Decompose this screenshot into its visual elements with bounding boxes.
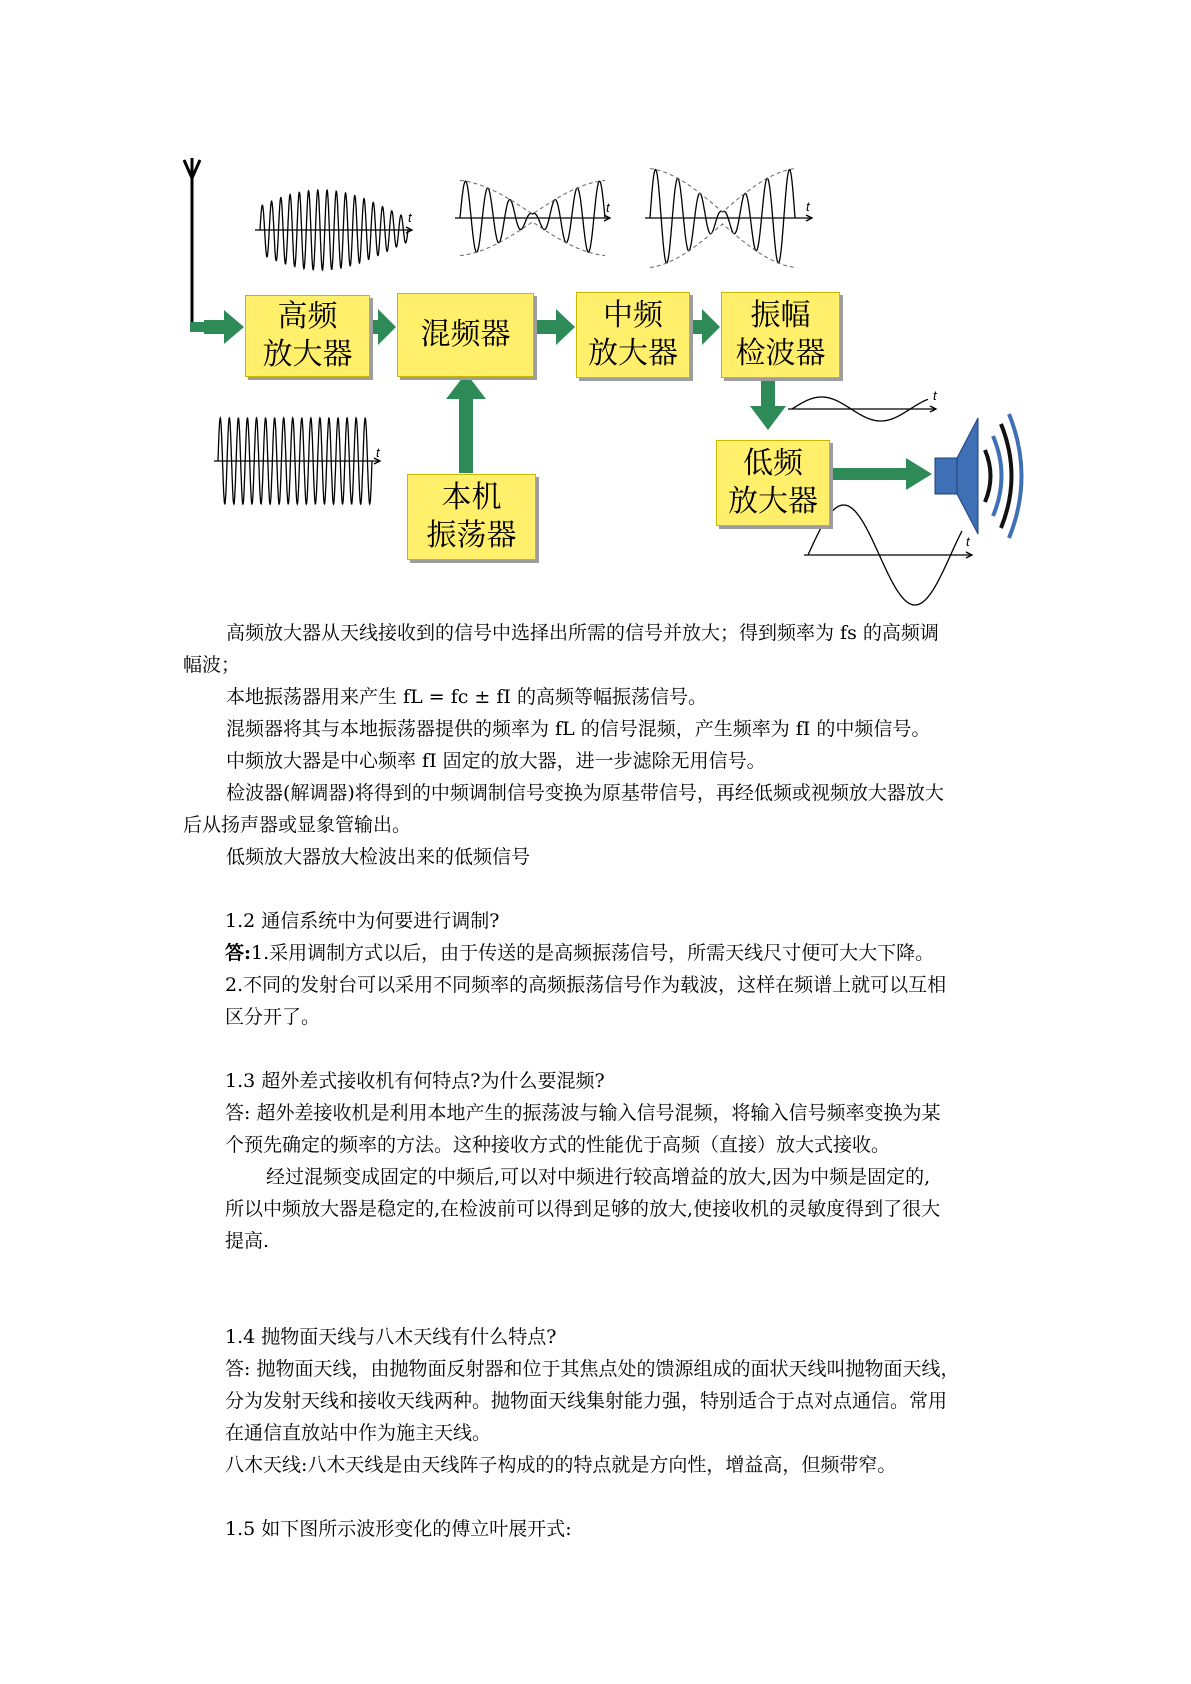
if-wave-t-label: t: [606, 200, 610, 215]
detector-box: [721, 292, 840, 378]
local-osc-line2: 振荡器: [426, 518, 517, 553]
amplified-if-wave-t-label: t: [806, 199, 810, 214]
paragraph-local-osc: 本地振荡器用来产生 fL = fc ± fI 的高频等幅振荡信号。: [226, 686, 707, 708]
detector-line1: 振幅: [750, 298, 811, 333]
rf-amp-line2: 放大器: [262, 337, 353, 372]
arrow-antenna-to-rf: [204, 310, 244, 344]
answer-1-3-line4: 所以中频放大器是稳定的,在检波前可以得到足够的放大,使接收机的灵敏度得到了很大: [225, 1198, 941, 1220]
answer-1-4-line1: 答: 抛物面天线，由抛物面反射器和位于其焦点处的馈源组成的面状天线叫抛物面天线，: [225, 1358, 960, 1380]
amplified-if-wave: [650, 170, 795, 264]
lf-output-wave-t-label: t: [966, 534, 970, 549]
question-1-2: 1.2 通信系统中为何要进行调制?: [225, 910, 500, 932]
arrow-if-to-detector: [688, 309, 720, 345]
if-amplifier-box: [576, 292, 690, 378]
paragraph-mixer: 混频器将其与本地振荡器提供的频率为 fL 的信号混频，产生频率为 fI 的中频信号。: [226, 718, 931, 740]
mixer-label: 混频器: [420, 317, 511, 352]
oscillator-wave-t-label: t: [376, 445, 380, 460]
rf-amplifier-box: [245, 295, 370, 377]
arrow-osc-to-mixer: [446, 373, 486, 473]
answer-1-3-line1: 答: 超外差接收机是利用本地产生的振荡波与输入信号混频，将输入信号频率变换为某: [225, 1102, 941, 1124]
answer-1-3-line3: 经过混频变成固定的中频后,可以对中频进行较高增益的放大,因为中频是固定的,: [266, 1166, 931, 1188]
arrow-lf-to-speaker: [828, 458, 932, 490]
mixer-box: [397, 293, 534, 377]
answer-1-3-line5: 提高.: [225, 1230, 270, 1252]
answer-1-2-line1: [225, 941, 934, 965]
answer-1-4-line4: 八木天线:八木天线是由天线阵子构成的的特点就是方向性，增益高，但频带窄。: [225, 1454, 897, 1476]
lf-amp-line2: 放大器: [728, 484, 818, 519]
answer-1-4-line2: 分为发射天线和接收天线两种。抛物面天线集射能力强，特别适合于点对点通信。常用: [225, 1390, 948, 1412]
answer-1-3-line2: 个预先确定的频率的方法。这种接收方式的性能优于高频（直接）放大式接收。: [225, 1134, 891, 1156]
if-wave: [460, 181, 605, 252]
lf-amp-line1: 低频: [743, 446, 803, 481]
answer-1-4-line3: 在通信直放站中作为施主天线。: [225, 1422, 492, 1444]
answer-1-2-text: 1.采用调制方式以后，由于传送的是高频振荡信号，所需天线尺寸便可大大下降。: [251, 942, 935, 964]
paragraph-detector: 检波器(解调器)将得到的中频调制信号变换为原基带信号，再经低频或视频放大器放大: [226, 782, 944, 804]
question-1-3: 1.3 超外差式接收机有何特点?为什么要混频?: [225, 1070, 605, 1092]
paragraph-detector-cont: 后从扬声器或显象管输出。: [183, 814, 412, 836]
am-wave-t-label: t: [408, 210, 412, 225]
detected-wave-t-label: t: [933, 388, 937, 403]
answer-1-2-line3: 区分开了。: [225, 1006, 321, 1028]
answer-1-2-line2: 2.不同的发射台可以采用不同频率的高频振荡信号作为载波，这样在频谱上就可以互相: [225, 974, 947, 996]
question-1-4: 1.4 抛物面天线与八木天线有什么特点?: [225, 1326, 557, 1348]
if-envelope-top: [460, 180, 605, 214]
if-amp-line1: 中频: [603, 298, 663, 333]
antenna-icon: [184, 158, 200, 328]
arrow-detector-to-lf: [750, 378, 786, 430]
local-osc-line1: 本机: [441, 480, 502, 515]
paragraph-rf-amp: 高频放大器从天线接收到的信号中选择出所需的信号并放大；得到频率为 fs 的高频调: [226, 622, 939, 644]
question-1-5: 1.5 如下图所示波形变化的傅立叶展开式:: [225, 1518, 572, 1540]
paragraph-rf-amp-cont: 幅波；: [183, 654, 241, 676]
paragraph-lf-amp: 低频放大器放大检波出来的低频信号: [226, 846, 531, 868]
rf-amp-line1: 高频: [277, 299, 338, 334]
amplified-envelope-top: [650, 169, 795, 213]
detector-line2: 检波器: [735, 336, 826, 371]
arrow-mixer-to-if: [532, 309, 575, 345]
local-oscillator-box: [407, 474, 536, 560]
answer-lead: 答:: [225, 942, 252, 964]
lf-amplifier-box: [716, 440, 830, 526]
paragraph-if-amp: 中频放大器是中心频率 fI 固定的放大器，进一步滤除无用信号。: [226, 750, 766, 772]
if-amp-line2: 放大器: [588, 336, 678, 371]
arrow-rf-to-mixer: [368, 309, 396, 345]
speaker-icon: [935, 414, 1022, 538]
